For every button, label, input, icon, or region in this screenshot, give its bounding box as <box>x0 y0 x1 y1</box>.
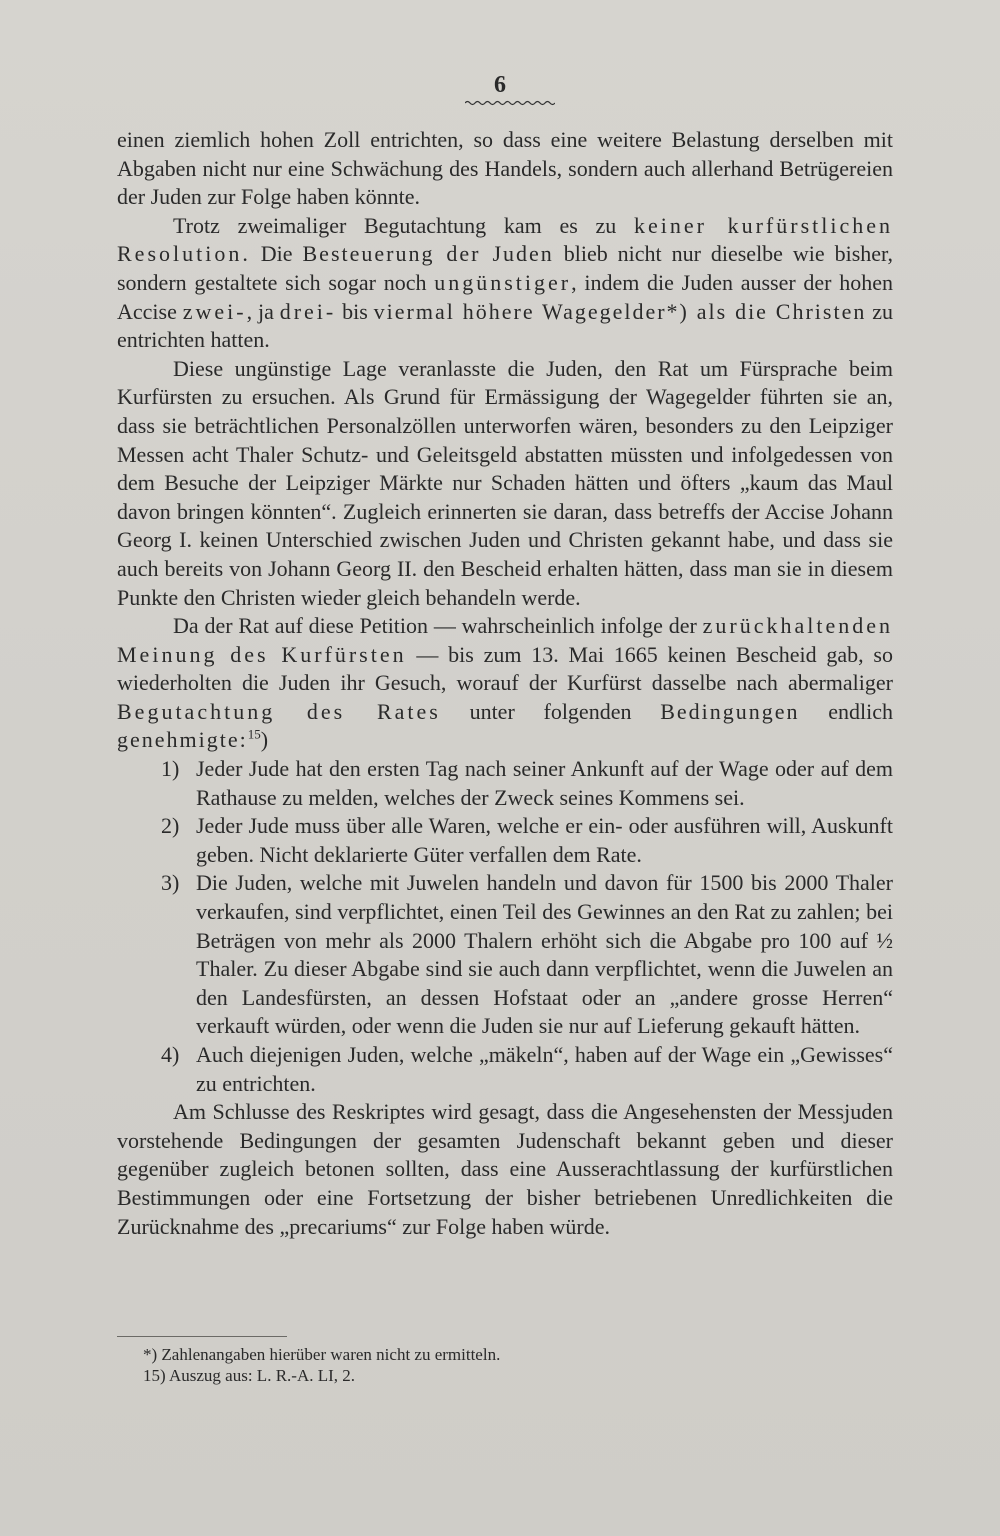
spaced-text: drei- <box>279 298 337 324</box>
footnote <box>143 1365 643 1386</box>
footnotes <box>143 1344 643 1386</box>
paragraph-5: Am Schlusse des Reskriptes wird gesagt, dass die Angesehensten der Messjuden vorstehende Bedingungen der gesamten Judenschaft bekannt geben und dieser gegenüber zugleich betonen sollten, dass eine Ausserachtlassung der kurfürstlichen Bestimmungen oder eine Fortsetzung der bisher betriebenen Unredlichkeiten die Zurücknahme des „precariums“ zur Folge haben würde. <box>117 1099 893 1239</box>
footnote-ref: 15 <box>247 727 261 743</box>
list-text: Die Juden, welche mit Juwelen handeln und davon für 1500 bis 2000 Thaler verkaufen, sind verpflichtet, einen Teil des Gewinnes an den Rat zu zahlen; bei Beträgen von mehr als 2000 Thalern erhöht sich die Abgabe pro 100 auf ½ Thaler. Zu dieser Abgabe sind sie auch dann verpflichtet, wenn die Juwelen an den Landesfürsten, an dessen Hofstaat oder an „andere grosse Herren“ verkauft würden, oder wenn die Juden sie nur auf Lieferung gekauft hätten. <box>196 870 893 1039</box>
list-item <box>117 869 893 1041</box>
conditions-list <box>117 755 893 1098</box>
list-number: 2) <box>161 813 180 839</box>
paragraph-4: Da der Rat auf diese Petition — wahrscheinlich infolge der zurückhaltenden Meinung des Kurfürsten — bis zum 13. Mai 1665 keinen Bescheid gab, so wiederholten die Juden ihr Gesuch, worauf der Kurfürst dasselbe nach abermaliger Begutachtung des Rates unter folgenden Bedingungen endlich genehmigte:$^{15}$) <box>117 613 893 753</box>
spaced-text: viermal höhere Wagegelder*) als die Christen <box>373 298 867 324</box>
page-number-ornament <box>465 100 555 106</box>
list-text: Auch diejenigen Juden, welche „mäkeln“, haben auf der Wage ein „Gewisses“ zu entrichten. <box>196 1042 893 1096</box>
body-text <box>117 126 893 1241</box>
list-number: 3) <box>161 870 180 896</box>
spaced-text: genehmigte: <box>117 727 248 753</box>
footnote-divider <box>117 1336 287 1337</box>
list-number: 1) <box>161 756 180 782</box>
spaced-text: zwei- <box>182 298 247 324</box>
footnote-mark: *) <box>143 1345 158 1364</box>
paragraph-1: einen ziemlich hohen Zoll entrichten, so dass eine weitere Belastung derselben mit Abgaben nicht nur eine Schwächung des Handels, sondern auch allerhand Betrügereien der Juden zur Folge haben könnte. <box>117 127 893 210</box>
footnote <box>143 1344 643 1365</box>
list-text: Jeder Jude muss über alle Waren, welche er ein- oder ausführen will, Auskunft geben. Nicht deklarierte Güter verfallen dem Rate. <box>196 813 893 867</box>
list-item <box>117 1041 893 1098</box>
page-number: 6 <box>494 72 506 98</box>
list-item <box>117 755 893 812</box>
list-text: Jeder Jude hat den ersten Tag nach seiner Ankunft auf der Wage oder auf dem Rathause zu melden, welches der Zweck seines Kommens sei. <box>196 756 893 810</box>
spaced-text: Begutachtung des Rates <box>117 698 441 724</box>
spaced-text: ungünstiger <box>434 269 572 295</box>
spaced-text: zurückhaltenden Meinung des Kurfürsten <box>117 613 893 667</box>
spaced-text: keiner kurfürstlichen Resolution. <box>117 212 894 267</box>
spaced-text: Besteuerung der Juden <box>302 241 554 267</box>
footnote-mark: 15) <box>143 1366 166 1385</box>
list-item <box>117 812 893 869</box>
list-number: 4) <box>161 1042 180 1067</box>
footnote-text: Zahlenangaben hierüber waren nicht zu ermitteln. <box>161 1345 501 1364</box>
spaced-text: Bedingungen <box>660 698 800 724</box>
footnote-text: Auszug aus: L. R.-A. LI, 2. <box>168 1366 356 1385</box>
paragraph-3: Diese ungünstige Lage veranlasste die Juden, den Rat um Fürsprache beim Kurfürsten zu ersuchen. Als Grund für Ermässigung der Wagegelder führten sie an, dass sie beträchtlichen Personalzöllen unterworfen wären, besonders zu den Leipziger Messen acht Thaler Schutz- und Geleitsgeld abstatten müssten und infolgedessen von dem Besuche der Leipziger Märkte nur Schaden hätten und öfters „kaum das Maul davon bringen könnten“. Zugleich erinnerten sie daran, dass betreffs der Accise Johann Georg I. keinen Unterschied zwischen Juden und Christen gekannt habe, und dass sie auch bereits von Johann Georg II. den Bescheid erhalten hätten, dass man sie in diesem Punkte den Christen wieder gleich behandeln werde. <box>117 355 893 610</box>
paragraph-2: Trotz zweimaliger Begutachtung kam es zu keiner kurfürstlichen Resolution. Die Besteuerung der Juden blieb nicht nur dieselbe wie bisher, sondern gestaltete sich sogar noch ungünstiger, indem die Juden ausser der hohen Accise zwei-, ja drei- bis viermal höhere Wagegelder*) als die Christen zu entrichten hatten. <box>117 212 894 353</box>
